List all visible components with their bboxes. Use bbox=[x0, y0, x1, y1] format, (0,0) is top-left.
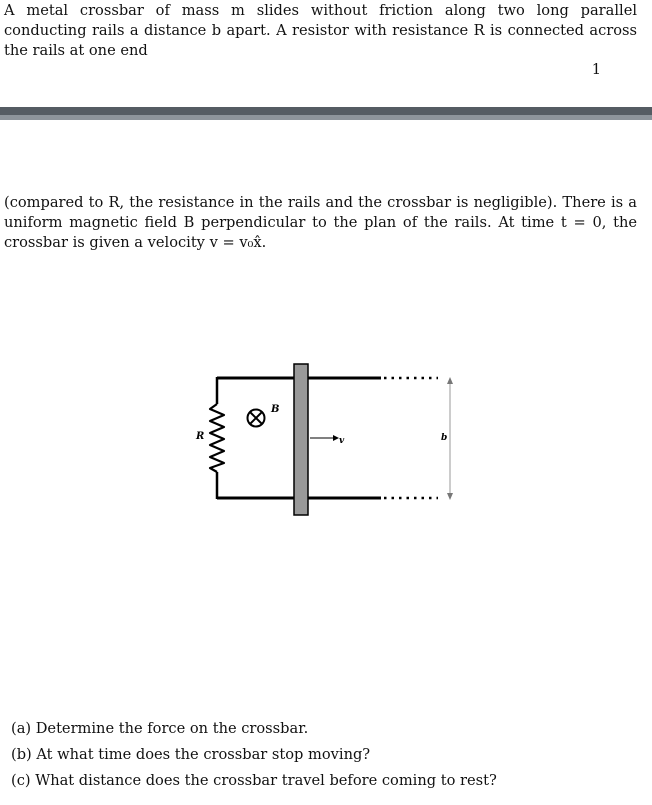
separation-label: b bbox=[441, 433, 448, 443]
intro-line-1: A metal crossbar of mass m slides without friction along two long parallel conducting rails bbox=[4, 2, 637, 39]
continuation-line-3: velocity v = v₀x̂. bbox=[147, 234, 267, 251]
velocity-label: v bbox=[339, 436, 345, 446]
field-label: B bbox=[271, 404, 280, 415]
resistor-zigzag bbox=[210, 404, 224, 472]
question-marker: (a) bbox=[11, 720, 32, 737]
page-number: 1 bbox=[591, 61, 601, 78]
continuation-line-2: magnetic field B perpendicular to the plan of the rails. At time t = 0, the crossbar is given a bbox=[4, 214, 638, 251]
separation-arrow-head-bottom bbox=[447, 493, 453, 500]
question-marker: (b) bbox=[11, 746, 32, 763]
question-marker: (c) bbox=[11, 772, 31, 789]
question-b bbox=[11, 742, 497, 768]
continuation-line-1: (compared to R, the resistance in the rails and the crossbar is negligible). There is a uniform bbox=[4, 194, 637, 231]
question-c bbox=[11, 768, 497, 794]
resistor-label: R bbox=[196, 431, 205, 442]
question-list bbox=[11, 716, 497, 794]
crossbar bbox=[294, 364, 308, 515]
question-text: What distance does the crossbar travel before coming to rest? bbox=[35, 772, 497, 789]
question-text: At what time does the crossbar stop moving? bbox=[36, 746, 371, 763]
question-a bbox=[11, 716, 497, 742]
question-text: Determine the force on the crossbar. bbox=[35, 720, 309, 737]
separation-arrow-head-top bbox=[447, 377, 453, 384]
intro-line-2: a distance b apart. A resistor with resistance R is connected across the rails at one end bbox=[4, 22, 638, 59]
field-into-page-icon bbox=[248, 410, 265, 427]
